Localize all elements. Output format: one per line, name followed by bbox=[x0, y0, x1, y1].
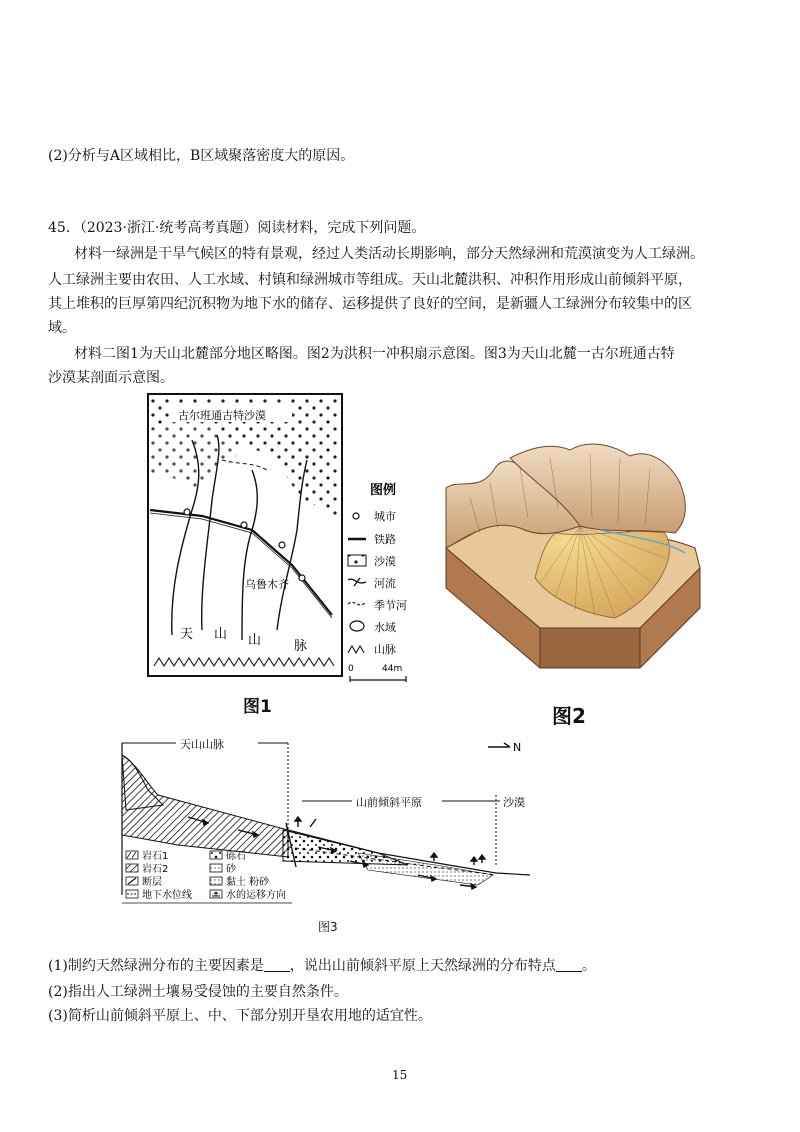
question-header bbox=[48, 218, 425, 238]
legend-desert: 沙漠 bbox=[374, 555, 396, 568]
river-3 bbox=[242, 470, 257, 640]
city-dot-urumqi bbox=[299, 575, 305, 581]
mountain-label-1: 天 bbox=[180, 627, 194, 642]
material1-line-3: 其上堆积的巨厚第四纪沉积物为地下水的储存、运移提供了良好的空间，是新疆人工绿洲分布较集中的区 bbox=[48, 296, 692, 312]
label-mountain: 天山山脉 bbox=[180, 738, 224, 751]
scale-value: 44m bbox=[382, 664, 403, 674]
subquestion-1-part-c: 。 bbox=[581, 958, 596, 974]
legend-sand: 砂 bbox=[226, 864, 236, 875]
legend-fault: 断层 bbox=[142, 877, 162, 888]
north-arrow bbox=[488, 743, 510, 747]
figure2-fan-diagram bbox=[440, 438, 705, 678]
legend-city-icon bbox=[353, 513, 359, 519]
figure3-cross-section bbox=[118, 735, 538, 917]
mountain-symbols bbox=[154, 658, 334, 666]
legend-water-table: 地下水位线 bbox=[142, 890, 192, 901]
question-instruction: 阅读材料，完成下列问题。 bbox=[257, 220, 426, 236]
city-label-urumqi: 乌鲁木齐 bbox=[245, 578, 289, 591]
figure2-caption: 图2 bbox=[552, 704, 586, 728]
label-plain: 山前倾斜平原 bbox=[356, 796, 422, 809]
mountain-label-4: 脉 bbox=[294, 639, 308, 654]
subquestion-1 bbox=[48, 956, 596, 976]
north-label: N bbox=[513, 741, 522, 754]
legend-rock1: 岩石1 bbox=[142, 851, 169, 862]
legend-seasonal-river-icon bbox=[348, 602, 366, 605]
material2-line-1: 材料二图1为天山北麓部分地区略图。图2为洪积一冲积扇示意图。图3为天山北麓一古尔班通古特 bbox=[74, 346, 675, 362]
desert-label: 古尔班通古特沙漠 bbox=[178, 409, 266, 422]
scale-bar bbox=[350, 676, 406, 682]
legend-seasonal-river: 季节河 bbox=[374, 599, 407, 612]
city-dot bbox=[241, 522, 247, 528]
scale-zero: 0 bbox=[348, 664, 354, 674]
question-number: 45． bbox=[48, 220, 80, 236]
mountain-label-2: 山 bbox=[214, 627, 228, 642]
legend-river: 河流 bbox=[374, 577, 396, 590]
legend-title: 图例 bbox=[370, 483, 397, 498]
legend-water-icon bbox=[350, 621, 364, 631]
legend-water: 水域 bbox=[374, 621, 396, 634]
prev-question-2: (2)分析与A区域相比，B区域聚落密度大的原因。 bbox=[48, 148, 355, 164]
material1-line-1: 材料一绿洲是干旱气候区的特有景观，经过人类活动长期影响，部分天然绿洲和荒漠演变为人工绿洲。 bbox=[74, 246, 704, 262]
bedrock-layer bbox=[122, 755, 288, 857]
material1-line-4: 域。 bbox=[48, 320, 76, 336]
legend-railway: 铁路 bbox=[374, 533, 396, 546]
legend-gravel: 砾石 bbox=[226, 851, 246, 862]
answer-blank-2[interactable] bbox=[556, 957, 582, 972]
mountain-label-3: 山 bbox=[248, 633, 262, 648]
subquestion-1-part-b: ，说出山前倾斜平原上天然绿洲的分布特点 bbox=[289, 958, 556, 974]
figure1-caption: 图1 bbox=[243, 697, 272, 717]
city-dot bbox=[184, 509, 190, 515]
figure1-map bbox=[142, 390, 442, 685]
legend-mountain: 山脉 bbox=[374, 643, 396, 656]
page-number: 15 bbox=[392, 1068, 408, 1082]
material2-line-2: 沙漠某剖面示意图。 bbox=[48, 370, 174, 386]
legend-city: 城市 bbox=[374, 510, 396, 523]
legend-clay-silt: 黏土 粉砂 bbox=[226, 877, 270, 888]
figure3-caption: 图3 bbox=[318, 920, 338, 934]
legend-water-flow: 水的运移方向 bbox=[226, 890, 286, 901]
subquestion-2: (2)指出人工绿洲土壤易受侵蚀的主要自然条件。 bbox=[48, 984, 348, 1000]
legend-rock2: 岩石2 bbox=[142, 864, 169, 875]
city-dot bbox=[279, 542, 285, 548]
legend-mountain-icon bbox=[348, 646, 364, 653]
legend-desert-icon bbox=[348, 555, 366, 566]
label-desert: 沙漠 bbox=[503, 796, 525, 809]
subquestion-1-part-a: (1)制约天然绿洲分布的主要因素是 bbox=[48, 958, 264, 974]
legend-river-icon bbox=[348, 578, 366, 586]
question-source: （2023·浙江·统考高考真题） bbox=[79, 220, 258, 236]
material1-line-2: 人工绿洲主要由农田、人工水域、村镇和绿洲城市等组成。天山北麓洪积、冲积作用形成山前倾斜平原， bbox=[48, 272, 692, 288]
answer-blank-1[interactable] bbox=[264, 957, 290, 972]
subquestion-3: (3)简析山前倾斜平原上、中、下部分别开垦农用地的适宜性。 bbox=[48, 1008, 432, 1024]
